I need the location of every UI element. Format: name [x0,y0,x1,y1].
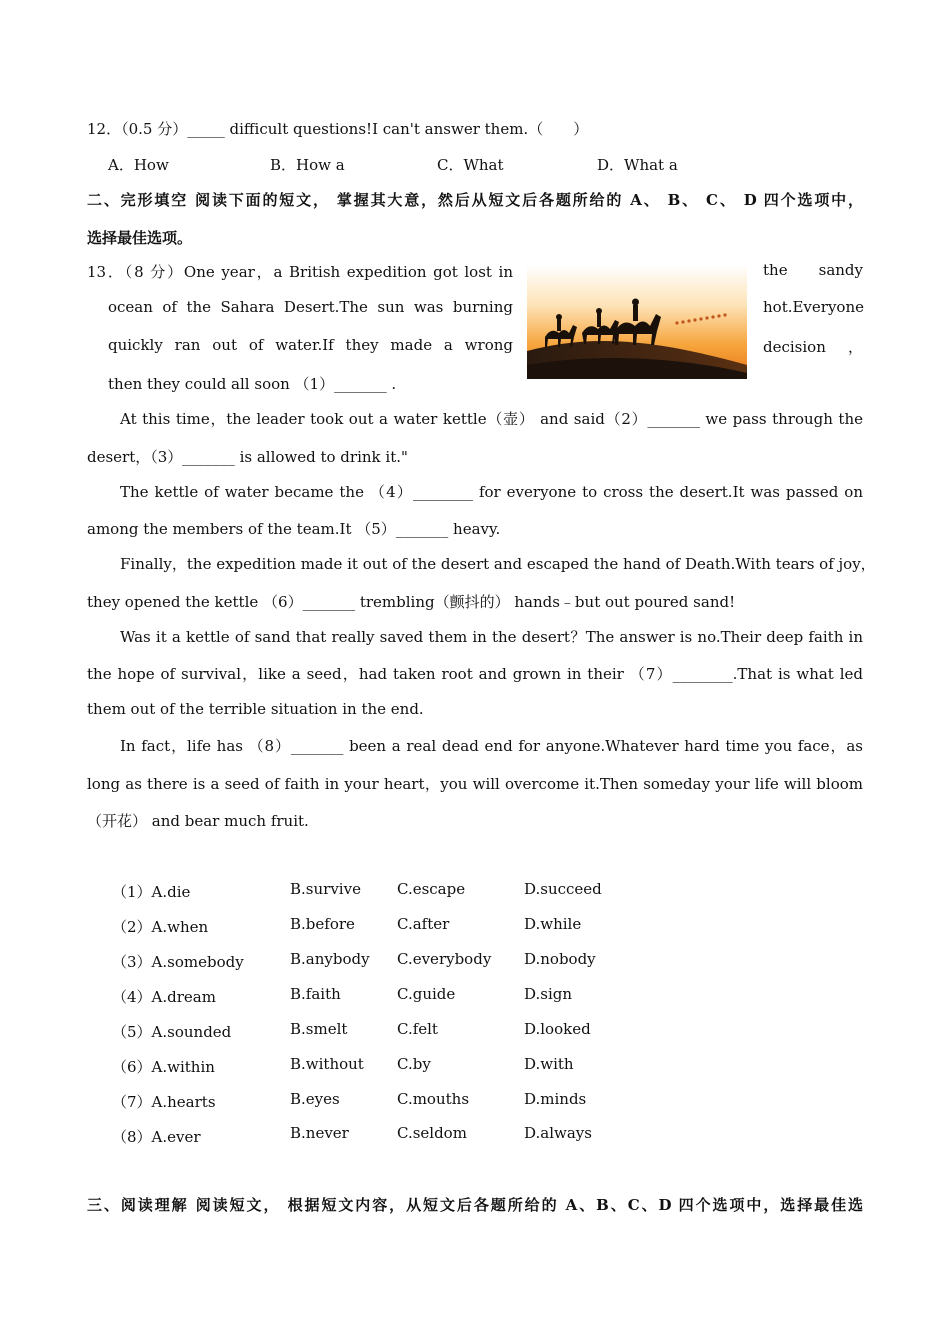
q13-paragraph-line: （开花） and bear much fruit. [87,812,309,830]
section-3-heading: 三、阅读理解 阅读短文， 根据短文内容，从短文后各题所给的 A、B、C、D 四个选项中，选择最佳选 [87,1196,863,1214]
choice-d: D.looked [524,1020,591,1038]
q13-paragraph-line: desert，（3）_______ is allowed to drink it." [87,448,408,466]
choice-c: C.seldom [397,1124,467,1142]
choice-a: （3）A.somebody [112,953,244,971]
q12-option-c: C．What [437,156,504,174]
q13-paragraph-line: they opened the kettle （6）_______ trembling（颤抖的） hands﹣but out poured sand! [87,593,736,611]
q13-line-1-right: the sandy [763,261,863,279]
q13-paragraph-line: long as there is a seed of faith in your heart，you will overcome it.Then someday your life will bloom [87,775,863,793]
choice-c: C.guide [397,985,456,1003]
q13-line-4-left: then they could all soon （1）_______ . [108,375,397,393]
q13-paragraph-line: In fact，life has （8）_______ been a real dead end for anyone.Whatever hard time you face，as [120,737,863,755]
q13-line-2-right: hot.Everyone [763,298,865,316]
choice-b: B.before [290,915,355,933]
choice-d: D.sign [524,985,573,1003]
choice-a: （2）A.when [112,918,209,936]
choice-a: （4）A.dream [112,988,216,1006]
choice-d: D.succeed [524,880,602,898]
choice-b: B.survive [290,880,361,898]
q13-paragraph-line: among the members of the team.It （5）_______ heavy. [87,520,501,538]
choice-d: D.nobody [524,950,596,968]
choice-d: D.minds [524,1090,587,1108]
section-2-heading-line-1: 二、完形填空 阅读下面的短文， 掌握其大意，然后从短文后各题所给的 A、 B、 C、 D 四个选项中， [87,191,863,209]
choice-a: （8）A.ever [112,1128,201,1146]
choice-d: D.always [524,1124,592,1142]
q13-paragraph-line: Finally，the expedition made it out of the desert and escaped the hand of Death.With tears of joy， [120,555,876,573]
q12-option-a: A．How [108,156,169,174]
q13-line-3-left: quickly ran out of water.If they made a wrong [108,336,513,354]
q13-paragraph-line: The kettle of water became the （4）________ for everyone to cross the desert.It was passed on [120,483,863,501]
choice-a: （5）A.sounded [112,1023,232,1041]
question-12-stem: 12．（0.5 分）_____ difficult questions!I can't answer them.（ ） [87,120,589,138]
choice-c: C.everybody [397,950,492,968]
choice-b: B.faith [290,985,341,1003]
choice-c: C.by [397,1055,431,1073]
choice-c: C.mouths [397,1090,470,1108]
choice-b: B.anybody [290,950,370,968]
q13-paragraph-line: the hope of survival，like a seed，had taken root and grown in their （7）________.That is what led [87,665,863,683]
choice-a: （1）A.die [112,883,191,901]
choice-a: （6）A.within [112,1058,215,1076]
q13-paragraph-line: Was it a kettle of sand that really saved them in the desert？The answer is no.Their deep faith in [120,628,863,646]
q13-line-1-left: 13．（8 分）One year，a British expedition got lost in [87,263,513,281]
q13-paragraph-line: them out of the terrible situation in the end. [87,700,424,718]
choice-c: C.felt [397,1020,438,1038]
q12-option-b: B．How a [270,156,345,174]
choice-c: C.escape [397,880,466,898]
choice-b: B.never [290,1124,349,1142]
choice-b: B.without [290,1055,364,1073]
q13-paragraph-line: At this time，the leader took out a water kettle（壶） and said（2）_______ we pass through the [120,410,863,428]
choice-b: B.smelt [290,1020,348,1038]
choice-d: D.while [524,915,582,933]
choice-c: C.after [397,915,450,933]
q13-line-2-left: ocean of the Sahara Desert.The sun was burning [108,298,513,316]
choice-b: B.eyes [290,1090,340,1108]
choice-a: （7）A.hearts [112,1093,216,1111]
q12-option-d: D．What a [597,156,678,174]
section-2-heading-line-2: 选择最佳选项。 [87,229,193,247]
choice-d: D.with [524,1055,574,1073]
camel-caravan-desert-image [527,265,747,379]
q13-line-3-right: decision ， [763,338,863,356]
